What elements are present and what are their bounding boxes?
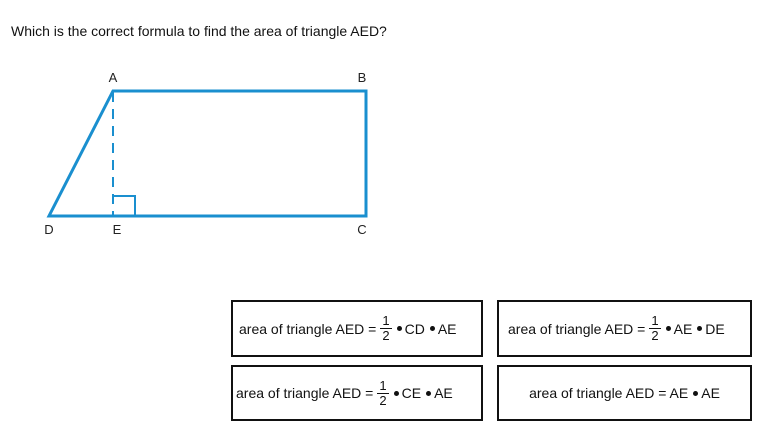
formula-factor: AE <box>434 385 453 401</box>
answer-formula <box>499 367 750 419</box>
multiply-dot-icon <box>693 391 698 396</box>
answer-option-4[interactable] <box>497 365 752 421</box>
fraction-one-half <box>649 314 660 343</box>
answer-formula <box>508 302 725 355</box>
fraction-numerator: 1 <box>651 313 659 328</box>
vertex-label-a: A <box>108 70 118 85</box>
multiply-dot-icon <box>426 391 431 396</box>
formula-factor: AE <box>437 320 457 337</box>
answer-formula <box>239 302 457 355</box>
fraction-one-half <box>380 314 391 343</box>
formula-factor: AE <box>701 385 720 401</box>
formula-factor: DE <box>705 320 725 337</box>
formula-lhs: area of triangle AED = <box>239 320 377 337</box>
fraction-numerator: 1 <box>382 313 390 328</box>
fraction-denominator: 2 <box>382 328 390 343</box>
multiply-dot-icon <box>697 326 702 331</box>
fraction-denominator: 2 <box>379 392 387 408</box>
formula-factor: CE <box>401 385 422 401</box>
multiply-dot-icon <box>666 326 671 331</box>
multiply-dot-icon <box>397 326 402 331</box>
fraction-numerator: 1 <box>379 377 387 393</box>
formula-lhs: area of triangle AED = AE <box>529 385 689 401</box>
fraction-one-half <box>377 379 388 408</box>
multiply-dot-icon <box>430 326 435 331</box>
multiply-dot-icon <box>394 391 399 396</box>
fraction-denominator: 2 <box>651 328 659 343</box>
formula-lhs: area of triangle AED = <box>236 385 374 401</box>
vertex-label-e: E <box>112 222 122 237</box>
answer-option-2[interactable] <box>497 300 752 357</box>
formula-lhs: area of triangle AED = <box>508 320 646 337</box>
answer-option-1[interactable] <box>231 300 483 357</box>
answer-formula <box>236 367 453 419</box>
answer-option-3[interactable] <box>231 365 483 421</box>
trapezoid-outline <box>49 91 366 216</box>
vertex-label-c: C <box>357 222 367 237</box>
right-angle-marker <box>113 196 135 216</box>
vertex-label-d: D <box>44 222 54 237</box>
formula-factor: AE <box>673 320 693 337</box>
vertex-label-b: B <box>357 70 367 85</box>
formula-factor: CD <box>404 320 425 337</box>
question-text: Which is the correct formula to find the area of triangle AED? <box>11 23 387 39</box>
